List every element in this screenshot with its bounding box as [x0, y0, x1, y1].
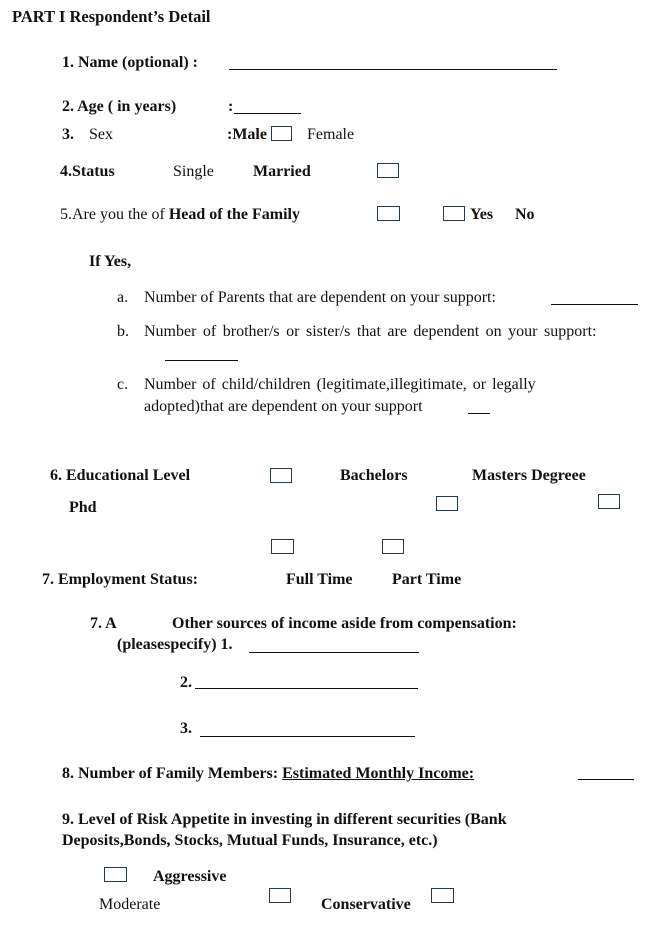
age-field[interactable] — [234, 113, 301, 114]
siblings-field[interactable] — [165, 360, 238, 361]
item-b-marker: b. — [117, 323, 129, 340]
item-c-line1: Number of child/children (legitimate,illegitimate, or legally — [144, 376, 536, 393]
other-income-field-3[interactable] — [200, 736, 415, 737]
masters-checkbox[interactable] — [598, 494, 620, 509]
age-colon: : — [228, 98, 234, 115]
aggressive-checkbox[interactable] — [104, 867, 127, 882]
item-a-text: Number of Parents that are dependent on your support: — [144, 289, 496, 306]
risk-option-aggressive: Aggressive — [153, 868, 227, 885]
full-time-checkbox[interactable] — [271, 539, 294, 554]
education-option-bachelors: Bachelors — [340, 467, 408, 484]
moderate-checkbox[interactable] — [269, 888, 291, 903]
item-c-marker: c. — [117, 376, 129, 393]
status-checkbox[interactable] — [377, 163, 399, 178]
head-of-family-emphasis: Head of the Family — [168, 206, 300, 223]
head-checkbox-2[interactable] — [443, 206, 465, 221]
monthly-income-label: Estimated Monthly Income: — [282, 765, 475, 782]
section-title: PART I Respondent’s Detail — [12, 7, 211, 26]
name-label: 1. Name (optional) : — [62, 54, 198, 71]
other-income-number: 7. A — [90, 615, 117, 632]
status-option-married: Married — [253, 163, 311, 180]
part-time-checkbox[interactable] — [382, 539, 404, 554]
status-label: 4.Status — [60, 163, 115, 180]
risk-appetite-line2: Deposits,Bonds, Stocks, Mutual Funds, Insurance, etc.) — [62, 832, 438, 849]
other-income-field-2[interactable] — [195, 688, 418, 689]
if-yes-heading: If Yes, — [89, 253, 132, 270]
family-members-label: 8. Number of Family Members: — [62, 765, 283, 782]
employment-option-full: Full Time — [286, 571, 353, 588]
item-b-text: Number of brother/s or sister/s that are dependent on your support: — [144, 323, 597, 340]
status-option-single: Single — [173, 163, 214, 180]
head-option-no: No — [515, 206, 535, 223]
risk-option-moderate: Moderate — [99, 896, 161, 913]
other-income-line2: (pleasespecify) 1. — [117, 636, 233, 653]
risk-option-conservative: Conservative — [321, 896, 411, 913]
male-checkbox[interactable] — [271, 126, 292, 141]
education-option-masters: Masters Degreee — [472, 467, 586, 484]
sex-number: 3. — [62, 126, 74, 143]
employment-label: 7. Employment Status: — [42, 571, 199, 588]
age-label: 2. Age ( in years) — [62, 98, 177, 115]
other-income-item-3: 3. — [180, 720, 192, 737]
other-income-line1: Other sources of income aside from compensation: — [172, 615, 517, 632]
sex-option-male: :Male — [227, 126, 267, 143]
head-option-yes: Yes — [470, 206, 494, 223]
conservative-checkbox[interactable] — [431, 888, 454, 903]
head-of-family-prefix: 5.Are you the of — [60, 206, 169, 223]
other-income-field-1[interactable] — [249, 652, 419, 653]
parents-field[interactable] — [551, 304, 638, 305]
other-income-item-2: 2. — [180, 674, 192, 691]
monthly-income-field[interactable] — [578, 779, 634, 780]
bachelors-checkbox[interactable] — [436, 496, 458, 511]
children-field[interactable] — [468, 413, 490, 414]
head-of-family-question — [60, 206, 300, 224]
education-checkbox-1[interactable] — [270, 468, 292, 483]
education-option-phd: Phd — [69, 499, 97, 516]
head-checkbox-1[interactable] — [377, 206, 400, 221]
item-c-line2: adopted)that are dependent on your support — [144, 398, 423, 415]
sex-label: Sex — [89, 126, 113, 143]
employment-option-part: Part Time — [392, 571, 462, 588]
sex-option-female: Female — [307, 126, 355, 143]
risk-appetite-line1: 9. Level of Risk Appetite in investing in different securities (Bank — [62, 811, 507, 828]
education-label: 6. Educational Level — [50, 467, 191, 484]
item-a-marker: a. — [117, 289, 129, 306]
family-members-question — [62, 765, 474, 783]
name-field[interactable] — [229, 69, 557, 70]
